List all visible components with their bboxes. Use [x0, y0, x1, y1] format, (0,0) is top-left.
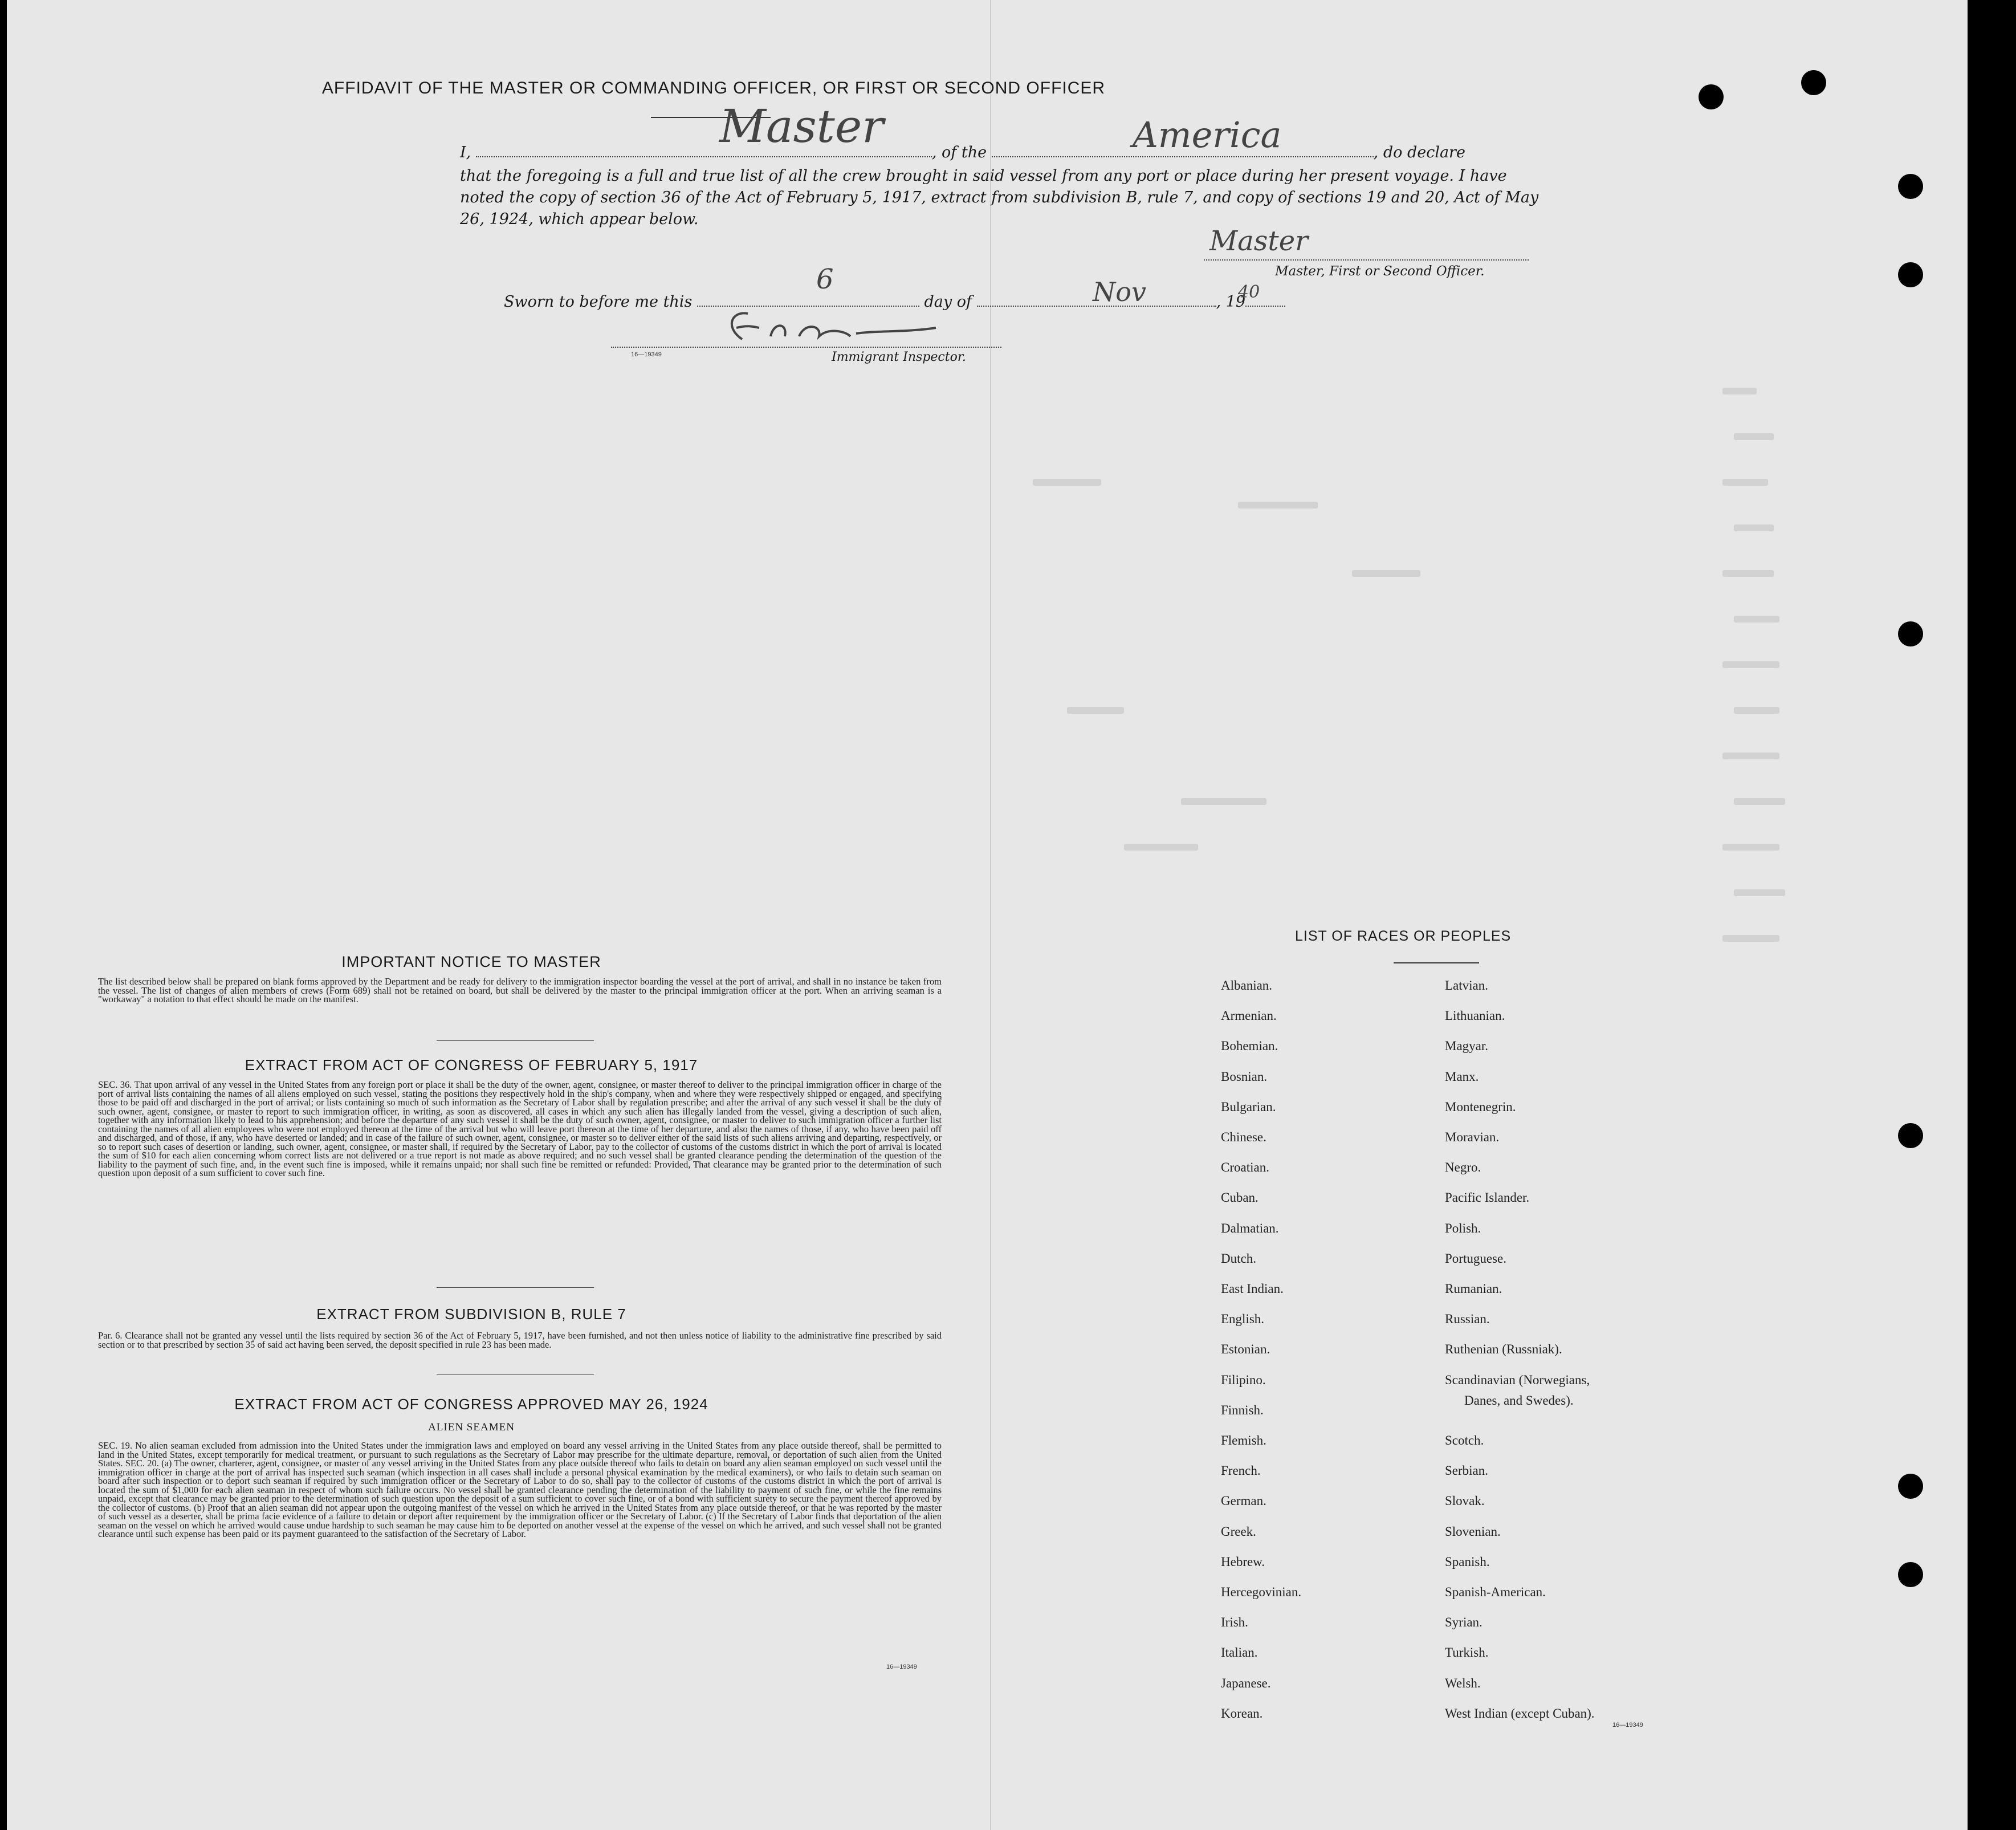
extract3-subtitle: ALIEN SEAMEN — [428, 1421, 515, 1433]
race-item: Dutch. — [1221, 1251, 1256, 1266]
affidavit-line-1 — [460, 141, 1543, 164]
race-item: Moravian. — [1445, 1130, 1500, 1144]
race-scandinavian-cont: Danes, and Swedes). — [1464, 1393, 1574, 1408]
race-item: Negro. — [1445, 1160, 1481, 1175]
handwritten-vessel: America — [1133, 114, 1282, 156]
extract2-text: Par. 6. Clearance shall not be granted any vessel until the lists required by section 36 of the Act of February 5, 1917, have been furnished, and not then unless notice of liability to the administrative fine prescribed by said section or to that prescribed by section 35 of said act having been served, the deposit specified in rule 23 has been made. — [98, 1330, 942, 1350]
race-item: Cuban. — [1221, 1190, 1259, 1205]
race-item: Serbian. — [1445, 1463, 1489, 1478]
race-item: Slovak. — [1445, 1494, 1485, 1508]
race-item: Portuguese. — [1445, 1251, 1506, 1266]
handwritten-signature: Master — [1209, 225, 1309, 257]
race-item: Japanese. — [1221, 1676, 1271, 1690]
affidavit-declaration: that the foregoing is a full and true list of all the crew brought in said vessel from any port or place during her present voyage. I have noted the copy of section 36 of the Act of February 5, 1917, extract from subdivision B, rule 7, and copy of sections 19 and 20, Act of May 26, 1924, which appear below. — [460, 167, 1539, 228]
race-item: Turkish. — [1445, 1645, 1489, 1660]
sworn-year-prefix: , 19 — [1216, 293, 1246, 311]
race-item: Armenian. — [1221, 1008, 1277, 1023]
handwritten-year: 40 — [1238, 282, 1260, 302]
extract3-title: EXTRACT FROM ACT OF CONGRESS APPROVED MAY 26, 1924 — [234, 1396, 708, 1413]
race-item: Syrian. — [1445, 1615, 1483, 1630]
race-item: Ruthenian (Russniak). — [1445, 1342, 1562, 1357]
race-item: Welsh. — [1445, 1676, 1481, 1690]
race-item: Polish. — [1445, 1221, 1481, 1235]
race-item: Korean. — [1221, 1706, 1263, 1721]
race-item: Albanian. — [1221, 978, 1273, 993]
races-form-number: 16—19349 — [1612, 1722, 1643, 1729]
race-item: Lithuanian. — [1445, 1008, 1505, 1023]
affidavit-declare: , do declare — [1373, 144, 1465, 161]
punch-hole — [1898, 174, 1923, 199]
affidavit-of-the: , of the — [931, 144, 987, 161]
extract3-text: SEC. 19. No alien seaman excluded from admission into the United States under the immigration laws and employed on board any vessel arriving in the United States from any place outside thereof, shall be permitted to land in the United States, except temporarily for medical treatment, or pursuant to such regulations as the Secretary of Labor may prescribe for the ultimate departure, removal, or deportation of such alien from the United States. SEC. 20. (a) The owner, charterer, agent, consignee, or master of any vessel arriving in the United States from any place outside thereof who fails to detain on board any alien seaman employed on such vessel until the immigration officer in charge at the port of arrival has inspected such seaman (which inspection in all cases shall include a personal physical examination by the medical examiners), or who fails to detain such seaman on board after such inspection or to deport such seaman if required by such immigration officer or the Secretary of Labor to do so, shall pay to the collector of customs of the customs district in which the port of arrival is located the sum of $1,000 for each alien seaman in respect of whom such failure occurs. No vessel shall be granted clearance pending the determination of the liability to payment of such fine, or while the fine remains unpaid, except that clearance may be granted prior to the determination of such question upon the deposit of a sum sufficient to cover such fine, or of a bond with sufficient surety to secure the payment thereof approved by the collector of customs. (b) Proof that an alien seaman did not appear upon the outgoing manifest of the vessel on which he arrived in the United States from any place outside thereof, or that he was reported by the master of such vessel as a deserter, shall be prima facie evidence of a failure to detain or deport after requirement by the immigration officer or the Secretary of Labor. (c) If the Secretary of Labor finds that deportation of the alien seaman on the vessel on which he arrived would cause undue hardship to such seaman he may cause him to be deported on another vessel at the expense of the vessel on which he arrived, and such vessel shall not be granted clearance until such expense has been paid or its payment guaranteed to the satisfaction of the Secretary of Labor. — [98, 1440, 942, 1539]
sworn-prefix: Sworn to before me this — [504, 293, 693, 311]
handwritten-month: Nov — [1093, 276, 1146, 307]
page-fold — [990, 0, 991, 1830]
punch-hole — [1898, 621, 1923, 646]
punch-hole — [1898, 262, 1923, 287]
affidavit-title: AFFIDAVIT OF THE MASTER OR COMMANDING OFFICER, OR FIRST OR SECOND OFFICER — [321, 79, 1106, 97]
signature-line — [1204, 259, 1529, 261]
race-item: Rumanian. — [1445, 1282, 1502, 1296]
race-item: Finnish. — [1221, 1402, 1264, 1417]
race-item: German. — [1221, 1494, 1266, 1508]
extract1-title: EXTRACT FROM ACT OF CONGRESS OF FEBRUARY 5, 1917 — [245, 1056, 698, 1073]
race-item: Pacific Islander. — [1445, 1190, 1530, 1205]
race-item: Scandinavian (Norwegians, — [1445, 1372, 1590, 1387]
race-item: Hebrew. — [1221, 1554, 1265, 1569]
extract1-text: SEC. 36. That upon arrival of any vessel in the United States from any foreign port or place it shall be the duty of the owner, agent, consignee, or master thereof to deliver to the principal immigration officer in charge of the port of arrival lists containing the names of all aliens employed on such vessel, stating the positions they respectively hold in the ship's company, when and where they were respectively shipped or engaged, and specifying those to be paid off and discharged in the port of arrival; or lists containing so much of such information as the Secretary of Labor shall by regulation prescribe; and after the arrival of any such vessel it shall be the duty of such owner, agent, consignee, or master to report to such immigration officer, in writing, as soon as discovered, all cases in which any such alien has illegally landed from the vessel, giving a description of such alien, together with any information likely to lead to his apprehension; and before the departure of any such vessel it shall be the duty of such owner, agent, consignee, or master to deliver to such immigration officer a further list containing the names of all alien employees who were not employed thereon at the time of the arrival but who will leave port thereon at the time of her departure, and also the names of those, if any, who have been paid off and discharged, and of those, if any, who have deserted or landed; and in case of the failure of such owner, agent, consignee, or master so to deliver either of the said lists of such aliens arriving and departing, respectively, or so to report such cases of desertion or landing, such owner, agent, consignee, or master shall, if required by the Secretary of Labor, pay to the collector of customs of the customs district in which the port of arrival is located the sum of $10 for each alien concerning whom correct lists are not delivered or a true report is not made as above required; and no such vessel shall be granted clearance pending the determination of the question of the liability to the payment of such fine, and, in the event such fine is imposed, while it remains unpaid; nor shall such fine be remitted or refunded: Provided, That clearance may be granted prior to the determination of such question upon deposit of a sum sufficient to cover such fine. — [98, 1079, 942, 1178]
affidavit-form-number: 16—19349 — [631, 351, 662, 358]
document-page — [7, 0, 1968, 1830]
sworn-day-label: day of — [924, 293, 972, 311]
race-item: English. — [1221, 1312, 1265, 1327]
punch-hole — [1801, 70, 1826, 95]
extract2-title: EXTRACT FROM SUBDIVISION B, RULE 7 — [316, 1306, 626, 1323]
race-item: Scotch. — [1445, 1433, 1484, 1447]
inspector-line — [611, 347, 1001, 348]
extract3-form-number: 16—19349 — [886, 1664, 917, 1670]
sworn-day-blank — [697, 291, 919, 307]
handwritten-day: 6 — [816, 263, 834, 295]
extract1-rule — [437, 1287, 594, 1288]
punch-hole — [1898, 1562, 1923, 1587]
race-item: French. — [1221, 1463, 1261, 1478]
race-item: Montenegrin. — [1445, 1099, 1516, 1114]
race-item: Irish. — [1221, 1615, 1248, 1630]
signature-caption: Master, First or Second Officer. — [1275, 264, 1485, 279]
race-item: Manx. — [1445, 1069, 1479, 1084]
punch-hole — [1699, 84, 1724, 109]
punch-hole — [1898, 1474, 1923, 1499]
race-item: Italian. — [1221, 1645, 1258, 1660]
race-item: Bulgarian. — [1221, 1099, 1276, 1114]
race-item: Flemish. — [1221, 1433, 1266, 1447]
race-item: Latvian. — [1445, 978, 1488, 993]
race-item: Bohemian. — [1221, 1039, 1278, 1054]
handwritten-name: Master — [719, 100, 884, 153]
race-item: Chinese. — [1221, 1130, 1266, 1144]
races-rule — [1394, 962, 1479, 963]
race-item: Slovenian. — [1445, 1524, 1501, 1539]
notice-title: IMPORTANT NOTICE TO MASTER — [341, 953, 601, 970]
race-item: Spanish-American. — [1445, 1585, 1546, 1599]
race-item: Hercegovinian. — [1221, 1585, 1302, 1599]
race-item: Filipino. — [1221, 1372, 1266, 1387]
bleed-through-marks — [1010, 388, 1865, 958]
inspector-caption: Immigrant Inspector. — [832, 350, 966, 364]
race-item: West Indian (except Cuban). — [1445, 1706, 1595, 1721]
notice-rule — [437, 1040, 594, 1041]
race-item: Dalmatian. — [1221, 1221, 1279, 1235]
race-item: Bosnian. — [1221, 1069, 1268, 1084]
race-item: Russian. — [1445, 1312, 1490, 1327]
race-item: East Indian. — [1221, 1282, 1284, 1296]
affidavit-prefix: I, — [460, 144, 471, 161]
races-title: LIST OF RACES OR PEOPLES — [1295, 928, 1512, 944]
inspector-signature-drawing — [719, 305, 947, 351]
race-item: Greek. — [1221, 1524, 1256, 1539]
race-item: Croatian. — [1221, 1160, 1269, 1175]
notice-text: The list described below shall be prepared on blank forms approved by the Department and be ready for delivery to the immigration inspector boarding the vessel at the port of arrival, and shall in no instance be taken from the vessel. The list of changes of alien members of crews (Form 689) shall not be retained on board, but shall be delivered by the master to the principal immigration officer at the port. When an arriving seaman is a "workaway" a notation to that effect should be made on the manifest. — [98, 976, 942, 1005]
race-item: Spanish. — [1445, 1554, 1490, 1569]
race-item: Estonian. — [1221, 1342, 1270, 1357]
race-item: Magyar. — [1445, 1039, 1489, 1054]
punch-hole — [1898, 1123, 1923, 1148]
